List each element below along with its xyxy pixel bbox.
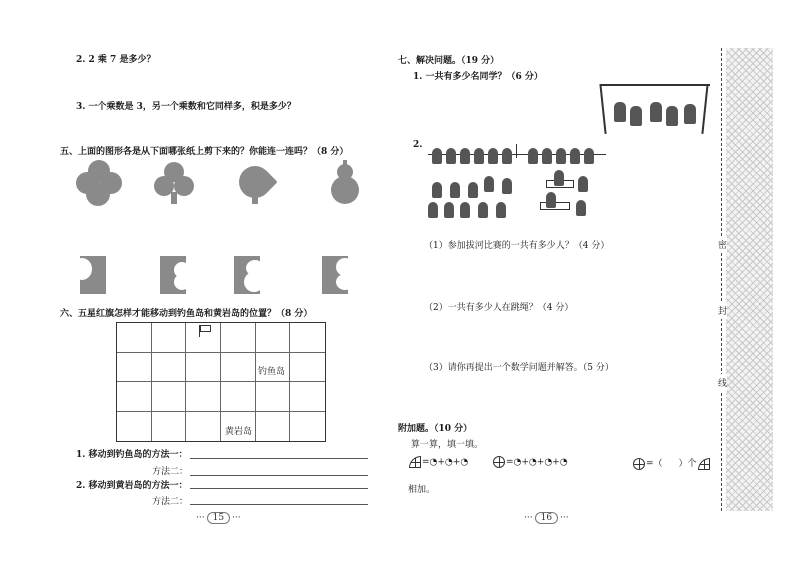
cut-paper-1	[80, 256, 106, 294]
equation-3: =（ ）个	[632, 456, 711, 470]
cut-paper-4	[322, 256, 348, 294]
extra-instruction: 算一算，填一填。	[411, 440, 484, 450]
clover-shape	[74, 160, 124, 206]
jump-rope-illustration	[428, 170, 598, 220]
sub-question-2: （2）一共有多少人在跳绳？（4 分）	[424, 303, 574, 313]
circle-quartered-icon	[493, 456, 505, 468]
answer-line	[190, 504, 368, 505]
quarter-circle-icon	[698, 458, 710, 470]
spade-shape	[233, 162, 277, 206]
swing-illustration	[600, 84, 710, 134]
problem-1: 1. 一共有多少名同学？（6 分）	[413, 72, 543, 82]
map-grid	[116, 322, 326, 442]
tug-of-war-illustration	[428, 144, 606, 168]
flag-icon	[199, 325, 213, 337]
huangyan-island-label: 黄岩岛	[225, 427, 253, 437]
section-7-title: 七、解决问题。（19 分）	[398, 56, 500, 66]
method-2-label: 方法二：	[152, 467, 189, 477]
section-6-title: 六、五星红旗怎样才能移动到钓鱼岛和黄岩岛的位置？（8 分）	[60, 309, 313, 319]
question-2: 2. 2 乘 7 是多少？	[76, 55, 156, 65]
sub-question-1: （1）参加拔河比赛的一共有多少人？（4 分）	[424, 241, 610, 251]
quarter-circle-icon	[409, 456, 421, 468]
extra-question-title: 附加题。（10 分）	[398, 424, 473, 434]
gourd-shape	[329, 160, 361, 206]
seal-char-1: 密	[718, 236, 727, 253]
diaoyu-island-label: 钓鱼岛	[258, 367, 286, 377]
seal-line-sidebar	[718, 48, 773, 511]
page-number-left: ··· 15 ···	[196, 513, 241, 523]
problem-2-number: 2.	[413, 140, 423, 150]
circle-quartered-icon	[633, 458, 645, 470]
move-to-diaoyu: 1. 移动到钓鱼岛的方法一：	[76, 450, 188, 460]
answer-line	[190, 458, 368, 459]
club-shape	[154, 162, 194, 206]
move-to-huangyan: 2. 移动到黄岩岛的方法一：	[76, 481, 188, 491]
cut-paper-2	[160, 256, 186, 294]
question-3: 3. 一个乘数是 3，另一个乘数和它同样多，积是多少？	[76, 102, 296, 112]
seal-char-2: 封	[718, 302, 727, 319]
seal-char-3: 线	[718, 374, 727, 391]
answer-line	[190, 488, 368, 489]
page-number-right: ··· 16 ···	[524, 513, 569, 523]
cut-paper-3	[234, 256, 260, 294]
add-text: 相加。	[408, 485, 436, 495]
answer-line	[190, 475, 368, 476]
equation-2: =◔+◔+◔+◔	[492, 456, 568, 468]
method-2-label: 方法二：	[152, 497, 189, 507]
sub-question-3: （3）请你再提出一个数学问题并解答。（5 分）	[424, 363, 614, 373]
equation-1: =◔+◔+◔	[408, 456, 468, 468]
section-5-title: 五、上面的图形各是从下面哪张纸上剪下来的？你能连一连吗？（8 分）	[60, 147, 349, 157]
